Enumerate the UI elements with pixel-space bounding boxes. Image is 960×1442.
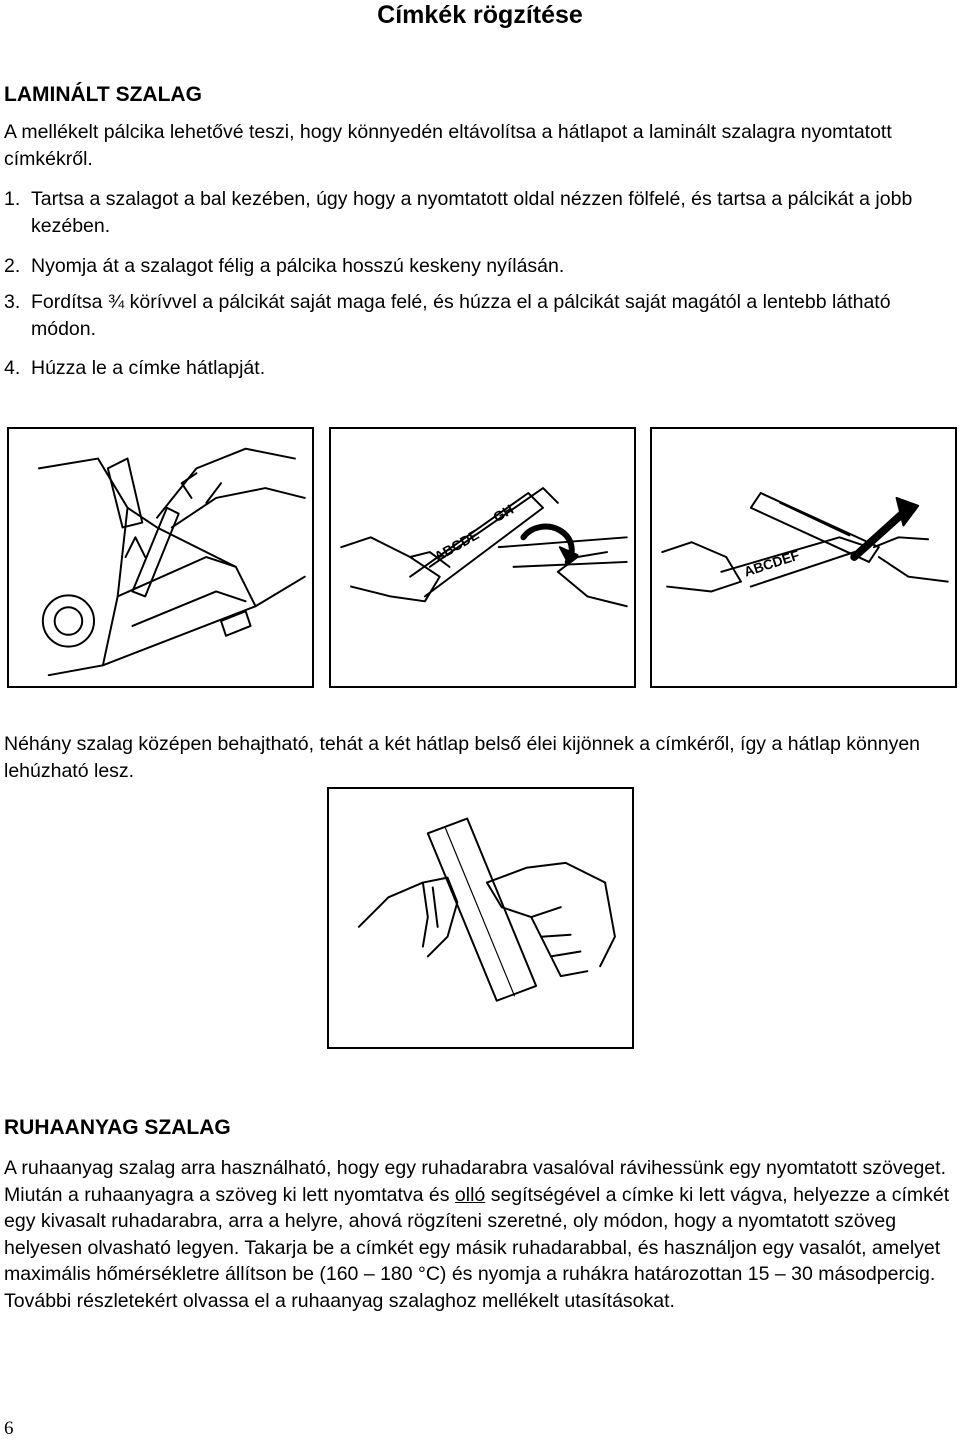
figure-pull-stick (650, 427, 957, 688)
step-3 (4, 289, 958, 342)
fabric-text-underlined: olló (454, 1183, 486, 1206)
figure-fold-tape (327, 787, 634, 1049)
step-text: Tartsa a szalagot a bal kezében, úgy hogy a nyomtatott oldal nézzen fölfelé, és tartsa a pálcikát a jobb kezében. (31, 188, 913, 237)
step-text: Fordítsa ¾ körívvel a pálcikát saját maga felé, és húzza el a pálcikát saját magától a lentebb látható módon. (31, 291, 891, 340)
step-4 (4, 355, 958, 382)
pull-stick-illustration (652, 429, 955, 686)
printer-illustration (9, 429, 312, 686)
page-number: 6 (4, 1418, 14, 1439)
tape-print: ABCDEF (742, 547, 802, 580)
step-1 (4, 186, 958, 239)
step-number: 4. (4, 357, 21, 379)
step-text: Nyomja át a szalagot félig a pálcika hosszú keskeny nyílásán. (31, 255, 565, 277)
section-heading-fabric: RUHAANYAG SZALAG (4, 1116, 231, 1139)
tape-print-right: GH (490, 501, 517, 526)
fabric-text-part-1: A ruhaanyag szalag arra használható, hogy egy ruhadarabra vasalóval rávihessünk egy nyomtatott szöveget. Miután a ruhaanyagra a szöveg ki lett nyomtatva és (4, 1157, 946, 1206)
section-heading-laminated: LAMINÁLT SZALAG (4, 83, 202, 106)
step-number: 1. (4, 188, 21, 210)
fold-note: Néhány szalag középen behajtható, tehát a két hátlap belső élei kijönnek a címkéről, így a hátlap könnyen lehúzható lesz. (4, 733, 921, 782)
tape-print-left: ABCDE (431, 527, 482, 565)
step-number: 3. (4, 291, 21, 313)
turn-stick-illustration (331, 429, 634, 686)
step-2 (4, 253, 958, 280)
fabric-text-part-2: segítségével a címke ki lett vágva, helyezze a címkét egy kivasalt ruhadarabra, arra a helyre, ahová rögzíteni szeretné, oly módon, hogy a nyomtatott szöveg helyesen olvasható legyen. Takarja be a címkét egy másik ruhadarabbal, és használjon egy vasalót, amelyet maximális hőmérsékletre állítson be (160 – 180 °C) és nyomja a ruhákra határozottan 15 – 30 másodpercig. További részletekért olvassa el a ruhaanyag szalaghoz mellékelt utasításokat. (4, 1183, 950, 1312)
step-number: 2. (4, 255, 21, 277)
figure-insert-tape (7, 427, 314, 688)
step-text: Húzza le a címke hátlapját. (31, 357, 266, 379)
fabric-instructions (4, 1155, 958, 1314)
page-title: Címkék rögzítése (377, 1, 583, 29)
fold-tape-illustration (329, 789, 632, 1047)
figure-turn-stick (329, 427, 636, 688)
laminated-intro: A mellékelt pálcika lehetővé teszi, hogy könnyedén eltávolítsa a hátlapot a laminált szalagra nyomtatott címkékről. (4, 121, 892, 170)
